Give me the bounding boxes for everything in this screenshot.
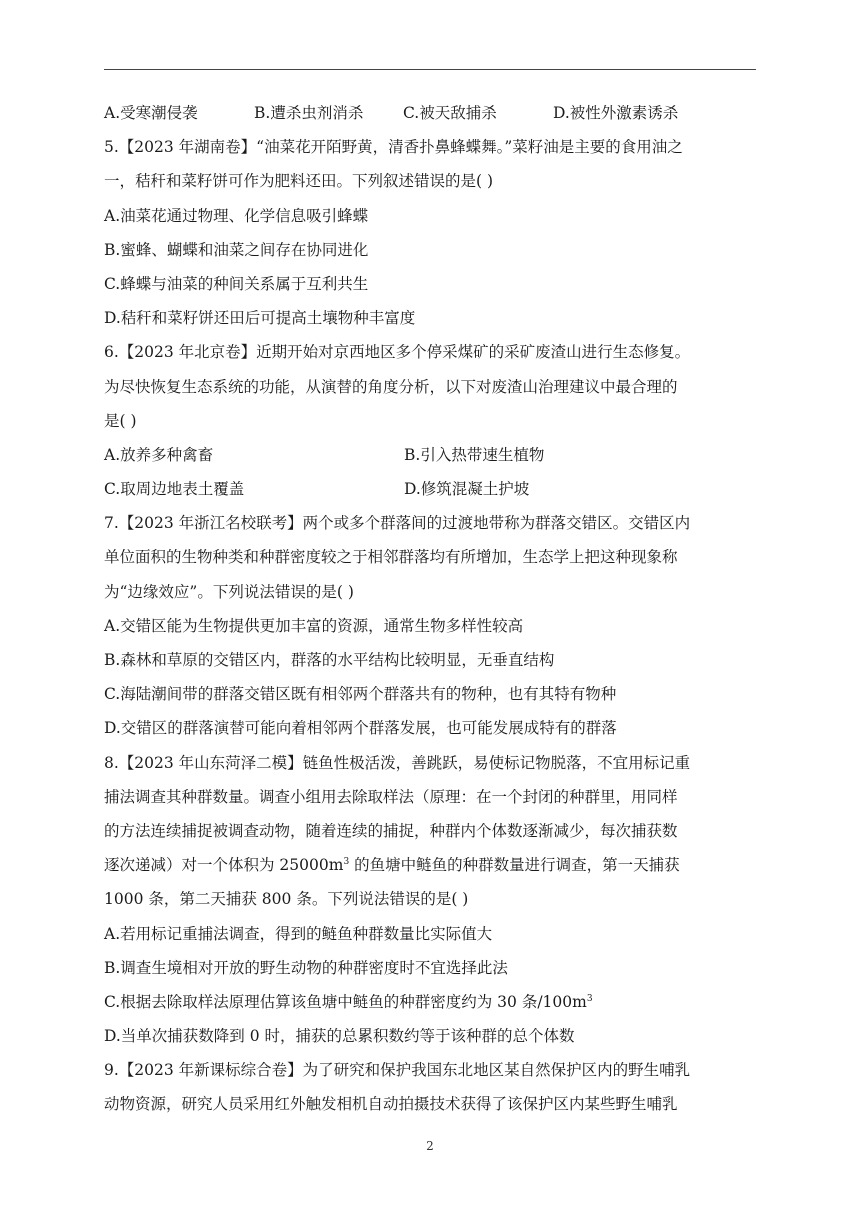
q6-option-a: A.放养多种禽畜 [104, 445, 214, 464]
q8-option-d: D.当单次捕获数降到 0 时，捕获的总累积数约等于该种群的总个体数 [104, 1027, 575, 1046]
question-5 [104, 130, 764, 335]
q7-option-b: B.森林和草原的交错区内，群落的水平结构比较明显，无垂直结构 [104, 651, 555, 669]
q8-stem-line: 捕法调查其种群数量。调查小组用去除取样法（原理：在一个封闭的种群里，用同样 [104, 787, 678, 806]
q6-stem-line: 为尽快恢复生态系统的功能，从演替的角度分析，以下对废渣山治理建议中最合理的 [104, 377, 678, 396]
superscript: 3 [343, 856, 350, 867]
q5-option-d: D.秸秆和菜籽饼还田后可提高土壤物种丰富度 [104, 309, 416, 328]
q5-option-b: B.蜜蜂、蝴蝶和油菜之间存在协同进化 [104, 240, 369, 259]
q8-option-b: B.调查生境相对开放的野生动物的种群密度时不宜选择此法 [104, 958, 508, 977]
question-8 [104, 746, 764, 1054]
q7-option-c: C.海陆潮间带的群落交错区既有相邻两个群落共有的物种，也有其特有物种 [104, 685, 617, 704]
q8-stem-text: 的鱼塘中鲢鱼的种群数量进行调查，第一天捕获 [349, 856, 680, 875]
q5-option-a: A.油菜花通过物理、化学信息吸引蜂蝶 [104, 206, 369, 225]
q6-option-c: C.取周边地表土覆盖 [104, 480, 245, 499]
q6-stem-line: 6.【2023 年北京卷】近期开始对京西地区多个停采煤矿的采矿废渣山进行生态修复。 [104, 343, 691, 362]
q5-stem-line: 一，秸秆和菜籽饼可作为肥料还田。下列叙述错误的是( ) [104, 172, 494, 191]
page-number: 2 [426, 1139, 434, 1153]
q7-stem-line: 为“边缘效应”。下列说法错误的是( ) [104, 582, 354, 601]
q4-option-c: C.被天敌捕杀 [403, 104, 497, 122]
q8-option-a: A.若用标记重捕法调查，得到的鲢鱼种群数量比实际值大 [104, 924, 493, 943]
q7-option-a: A.交错区能为生物提供更加丰富的资源，通常生物多样性较高 [104, 616, 524, 635]
q7-stem-line: 单位面积的生物种类和种群密度较之于相邻群落均有所增加，生态学上把这种现象称 [104, 548, 678, 567]
q7-option-d: D.交错区的群落演替可能向着相邻两个群落发展，也可能发展成特有的群落 [104, 719, 617, 738]
q8-stem-line: 的方法连续捕捉被调查动物，随着连续的捕捉，种群内个体数逐渐减少，每次捕获数 [104, 821, 678, 840]
q6-stem-line: 是( ) [104, 411, 137, 430]
question-7 [104, 506, 764, 745]
q6-options-row-1 [104, 438, 764, 472]
q7-stem-line: 7.【2023 年浙江名校联考】两个或多个群落间的过渡地带称为群落交错区。交错区内 [104, 514, 691, 533]
header-rule [104, 69, 756, 70]
q8-option-c [104, 985, 764, 1019]
question-6 [104, 335, 764, 506]
q4-option-a: A.受寒潮侵袭 [104, 104, 198, 122]
q8-stem-line [104, 848, 764, 882]
superscript: 3 [586, 993, 593, 1004]
q5-option-c: C.蜂蝶与油菜的种间关系属于互利共生 [104, 274, 369, 293]
q6-option-b: B.引入热带速生植物 [404, 445, 545, 464]
q9-stem-line: 动物资源，研究人员采用红外触发相机自动拍摄技术获得了该保护区内某些野生哺乳 [104, 1095, 678, 1114]
q8-stem-line: 1000 条，第二天捕获 800 条。下列说法错误的是( ) [104, 890, 469, 909]
q5-stem-line: 5.【2023 年湖南卷】“油菜花开陌野黄，清香扑鼻蜂蝶舞。”菜籽油是主要的食用油之 [104, 138, 683, 157]
q6-option-d: D.修筑混凝土护坡 [404, 480, 530, 499]
question-9 [104, 1053, 764, 1121]
q9-stem-line: 9.【2023 年新课标综合卷】为了研究和保护我国东北地区某自然保护区内的野生哺乳 [104, 1061, 691, 1080]
q4-option-b: B.遭杀虫剂消杀 [254, 104, 364, 122]
q8-stem-line: 8.【2023 年山东菏泽二模】链鱼性极活泼，善跳跃，易使标记物脱落，不宜用标记重 [104, 753, 691, 772]
q4-options [104, 96, 764, 130]
question-content [104, 96, 764, 1122]
q6-options-row-2 [104, 472, 764, 506]
q4-option-d: D.被性外激素诱杀 [553, 104, 679, 122]
q8-option-c-text: C.根据去除取样法原理估算该鱼塘中鲢鱼的种群密度约为 30 条/100m [104, 992, 587, 1011]
q8-stem-text: 逐次递减）对一个体积为 25000m [104, 856, 344, 875]
